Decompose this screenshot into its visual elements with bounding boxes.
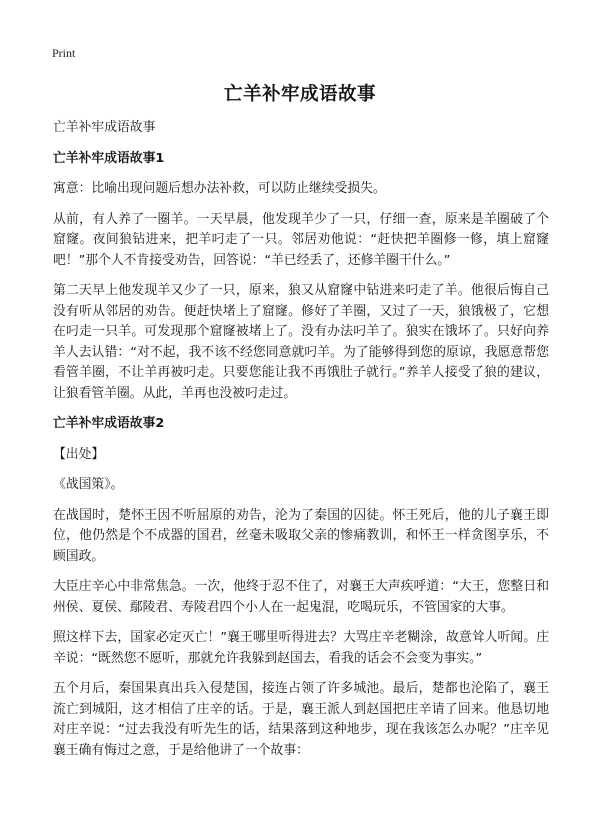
story1-heading: 亡羊补牢成语故事1 [53,150,165,166]
story1-paragraph: 从前，有人养了一圈羊。一天早晨，他发现羊少了一只，仔细一查，原来是羊圈破了个窟窿。夜间狼钻进来，把羊叼走了一只。邻居劝他说：“赶快把羊圈修一修，填上窟窿吧！”那个人不肯接受劝告，回答说：“羊已经丢了，还修羊圈干什么。” [53,211,549,268]
story2-paragraph: 照这样下去，国家必定灭亡！”襄王哪里听得进去？大骂庄辛老糊涂，故意耸人听闻。庄辛说：“既然您不愿听，那就允许我躲到赵国去，看我的话会不会变为事实。” [53,630,549,666]
print-label: Print [52,46,76,60]
story2-source-label: 【出处】 [53,446,105,462]
story2-paragraph: 大臣庄辛心中非常焦急。一次，他终于忍不住了，对襄王大声疾呼道：“大王，您整日和州侯、夏侯、鄢陵君、寿陵君四个小人在一起鬼混，吃喝玩乐，不管国家的大事。 [53,579,549,615]
story2-paragraph: 在战国时，楚怀王因不听屈原的劝告，沦为了秦国的囚徒。怀王死后，他的儿子襄王即位，他仍然是个不成器的国君，丝毫未吸取父亲的惨痛教训，和怀王一样贪图享乐，不顾国政。 [53,507,549,564]
page-title: 亡羊补牢成语故事 [223,84,376,105]
story1-paragraph: 第二天早上他发现羊又少了一只，原来，狼又从窟窿中钻进来叼走了羊。他很后悔自己没有听从邻居的劝告。便赶快堵上了窟窿。修好了羊圈，又过了一天，狼饿极了，它想在叼走一只羊。可发现那个窟窿被堵上了。没有办法叼羊了。狼实在饿坏了。只好向养羊人去认错：“对不起，我不该不经您同意就叼羊。为了能够得到您的原谅，我愿意帮您看管羊圈，不让羊再被叼走。只要您能让我不再饿肚子就行。”养羊人接受了狼的建议，让狼看管羊圈。从此，羊再也没被叼走过。 [53,283,549,401]
story2-heading: 亡羊补牢成语故事2 [53,416,165,431]
story2-source-title: 《战国策》。 [53,477,124,492]
document-body [53,118,549,771]
story1-moral: 寓意：比喻出现问题后想办法补救，可以防止继续受损失。 [53,181,386,196]
story2-paragraph: 五个月后，秦国果真出兵入侵楚国，接连占领了许多城池。最后，楚都也沦陷了，襄王流亡到城阳，这才相信了庄辛的话。于是，襄王派人到赵国把庄辛请了回来。他恳切地对庄辛说：“过去我没有听先生的话，结果落到这种地步，现在我该怎么办呢？”庄辛见襄王确有悔过之意，于是给他讲了一个故事： [53,681,549,758]
document-subtitle: 亡羊补牢成语故事 [53,120,156,135]
